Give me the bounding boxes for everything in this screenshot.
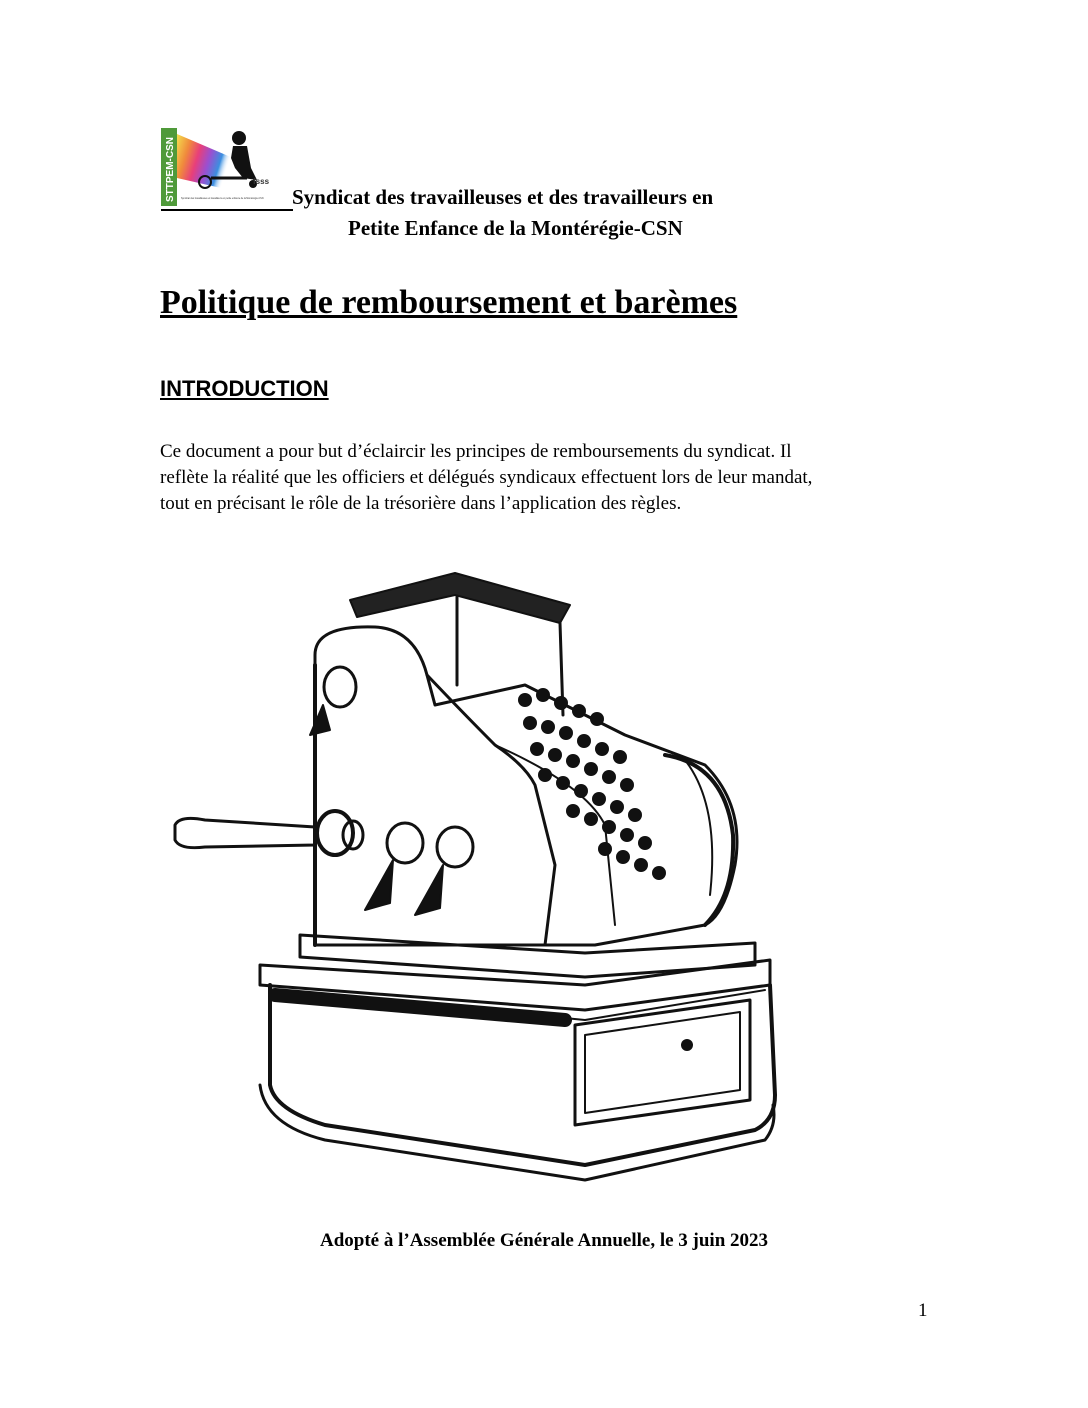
logo-underline: [161, 209, 293, 211]
document-title: Politique de remboursement et barèmes: [160, 284, 738, 321]
sttpem-csn-logo: [161, 128, 278, 210]
intro-line: reflète la réalité que les officiers et délégués syndicaux effectuent lors de leur mandat,: [160, 467, 813, 488]
organization-name-line2: Petite Enfance de la Montérégie-CSN: [348, 216, 683, 240]
logo-caption: Syndicat des travailleuses et travailleurs en petite enfance de la Montérégie-CSN: [181, 198, 264, 200]
cash-register-illustration: [165, 565, 780, 1195]
adoption-statement: Adopté à l’Assemblée Générale Annuelle, le 3 juin 2023: [319, 1230, 769, 1251]
organization-name-line1: Syndicat des travailleuses et des travailleurs en: [292, 185, 714, 209]
page-number: 1: [918, 1300, 928, 1321]
logo-vertical-text: STTPEM-CSN: [165, 137, 176, 202]
intro-line: tout en précisant le rôle de la trésorière dans l’application des règles.: [160, 493, 682, 514]
logo-affiliation: fsss: [253, 177, 270, 186]
introduction-paragraph: [160, 439, 930, 517]
intro-line: Ce document a pour but d’éclaircir les principes de remboursements du syndicat. Il: [160, 441, 792, 462]
section-heading-introduction: INTRODUCTION: [160, 376, 329, 401]
